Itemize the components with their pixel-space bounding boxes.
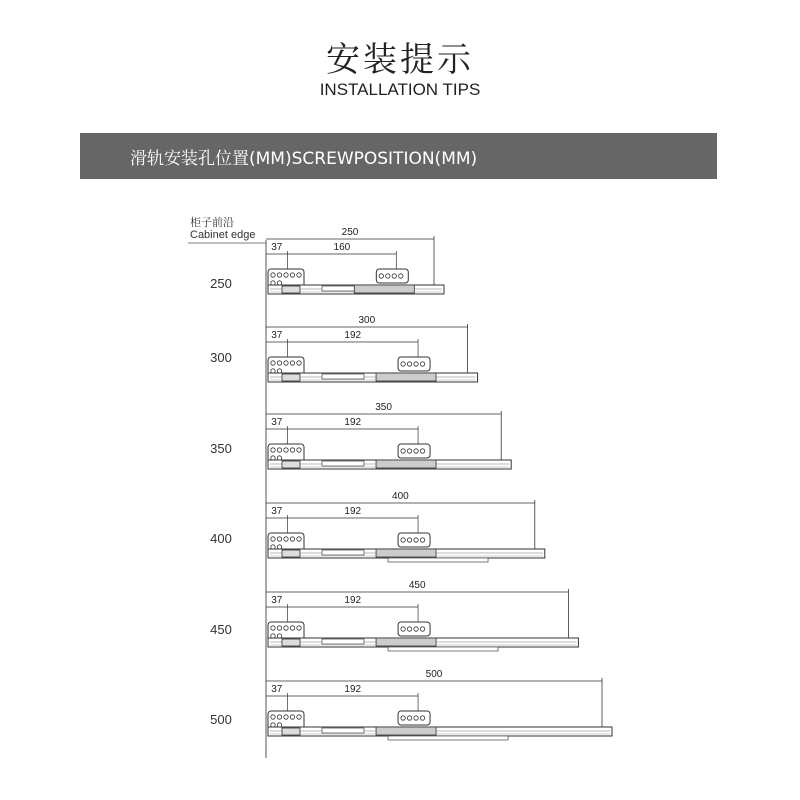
row-label-450: 450 [210, 622, 232, 637]
screw-hole [420, 362, 424, 366]
screw-hole [284, 715, 288, 719]
screw-hole [386, 274, 390, 278]
screw-hole [277, 448, 281, 452]
page-subtitle: INSTALLATION TIPS [319, 80, 481, 99]
spacing-value: 192 [344, 330, 362, 341]
offset-value: 37 [271, 330, 283, 341]
screw-hole [407, 716, 411, 720]
screw-hole [290, 448, 294, 452]
screw-hole [271, 715, 275, 719]
damper-mechanism [354, 285, 414, 293]
screw-hole [420, 538, 424, 542]
rail-body [268, 727, 612, 736]
screw-hole [277, 715, 281, 719]
screw-hole [271, 537, 275, 541]
screw-hole [420, 716, 424, 720]
screw-hole [277, 626, 281, 630]
rail-slot [322, 728, 364, 733]
rail-row-400 [266, 491, 545, 562]
screw-hole [271, 273, 275, 277]
screw-hole [290, 361, 294, 365]
row-label-500: 500 [210, 712, 232, 727]
screw-hole [407, 538, 411, 542]
screw-hole [401, 449, 405, 453]
screw-hole [284, 537, 288, 541]
screw-hole [399, 274, 403, 278]
offset-value: 37 [271, 417, 283, 428]
screw-hole [401, 538, 405, 542]
screw-hole [297, 448, 301, 452]
rail-clip [282, 728, 300, 735]
length-value: 450 [408, 580, 426, 591]
screw-hole [277, 273, 281, 277]
screw-hole [284, 273, 288, 277]
damper-mechanism [376, 727, 436, 735]
damper-mechanism [376, 373, 436, 381]
rail-slot [322, 461, 364, 466]
row-label-250: 250 [210, 276, 232, 291]
damper-mechanism [376, 549, 436, 557]
screw-hole [401, 362, 405, 366]
screw-hole [271, 448, 275, 452]
rail-extension [388, 736, 508, 740]
rail-clip [282, 639, 300, 646]
screw-hole [284, 361, 288, 365]
damper-mechanism [376, 460, 436, 468]
screw-hole [414, 449, 418, 453]
screw-hole [271, 626, 275, 630]
offset-value: 37 [271, 506, 283, 517]
length-value: 350 [375, 402, 392, 413]
offset-value: 37 [271, 595, 283, 606]
screw-hole [297, 626, 301, 630]
screw-hole [297, 361, 301, 365]
screw-hole [407, 627, 411, 631]
cabinet-edge-label-en: Cabinet edge [190, 229, 256, 241]
offset-value: 37 [271, 684, 283, 695]
rail-row-350 [266, 402, 511, 469]
rail-slot [322, 374, 364, 379]
rail-clip [282, 461, 300, 468]
screw-hole [277, 537, 281, 541]
row-label-300: 300 [210, 350, 232, 365]
spacing-value: 192 [344, 506, 362, 517]
rail-row-300 [266, 315, 478, 382]
length-value: 400 [392, 491, 409, 502]
rail-clip [282, 374, 300, 381]
screw-hole [290, 273, 294, 277]
length-value: 500 [425, 669, 443, 680]
screw-hole [284, 626, 288, 630]
screw-hole [414, 362, 418, 366]
offset-value: 37 [271, 242, 283, 253]
damper-mechanism [376, 638, 436, 646]
length-value: 300 [358, 315, 376, 326]
cabinet-edge-label-cn: 柜子前沿 [190, 216, 234, 229]
rail-row-250 [266, 227, 444, 294]
spacing-value: 192 [344, 684, 362, 695]
screw-hole [414, 538, 418, 542]
rail-clip [282, 550, 300, 557]
screw-hole [392, 274, 396, 278]
length-value: 250 [341, 227, 359, 238]
screw-hole [420, 449, 424, 453]
screw-hole [290, 626, 294, 630]
rail-extension [388, 647, 498, 651]
screw-hole [271, 361, 275, 365]
rail-row-500 [266, 669, 612, 740]
screw-hole [407, 362, 411, 366]
screw-hole [420, 627, 424, 631]
spacing-value: 192 [344, 595, 362, 606]
screw-hole [284, 448, 288, 452]
screw-hole [277, 361, 281, 365]
screw-hole [414, 627, 418, 631]
screw-hole [379, 274, 383, 278]
rail-slot [322, 639, 364, 644]
section-banner-text: 滑轨安装孔位置(MM)SCREWPOSITION(MM) [130, 149, 478, 169]
row-label-400: 400 [210, 531, 232, 546]
screw-hole [290, 537, 294, 541]
screw-hole [297, 537, 301, 541]
screw-hole [401, 627, 405, 631]
screw-hole [407, 449, 411, 453]
rail-clip [282, 286, 300, 293]
rail-slot [322, 550, 364, 555]
row-label-350: 350 [210, 441, 232, 456]
spacing-value: 192 [344, 417, 362, 428]
rail-extension [388, 558, 488, 562]
screw-hole [414, 716, 418, 720]
rail-row-450 [266, 580, 578, 651]
spacing-value: 160 [333, 242, 351, 253]
screw-hole [401, 716, 405, 720]
screw-hole [290, 715, 294, 719]
page-title: 安装提示 [326, 40, 474, 80]
screw-hole [297, 273, 301, 277]
screw-hole [297, 715, 301, 719]
